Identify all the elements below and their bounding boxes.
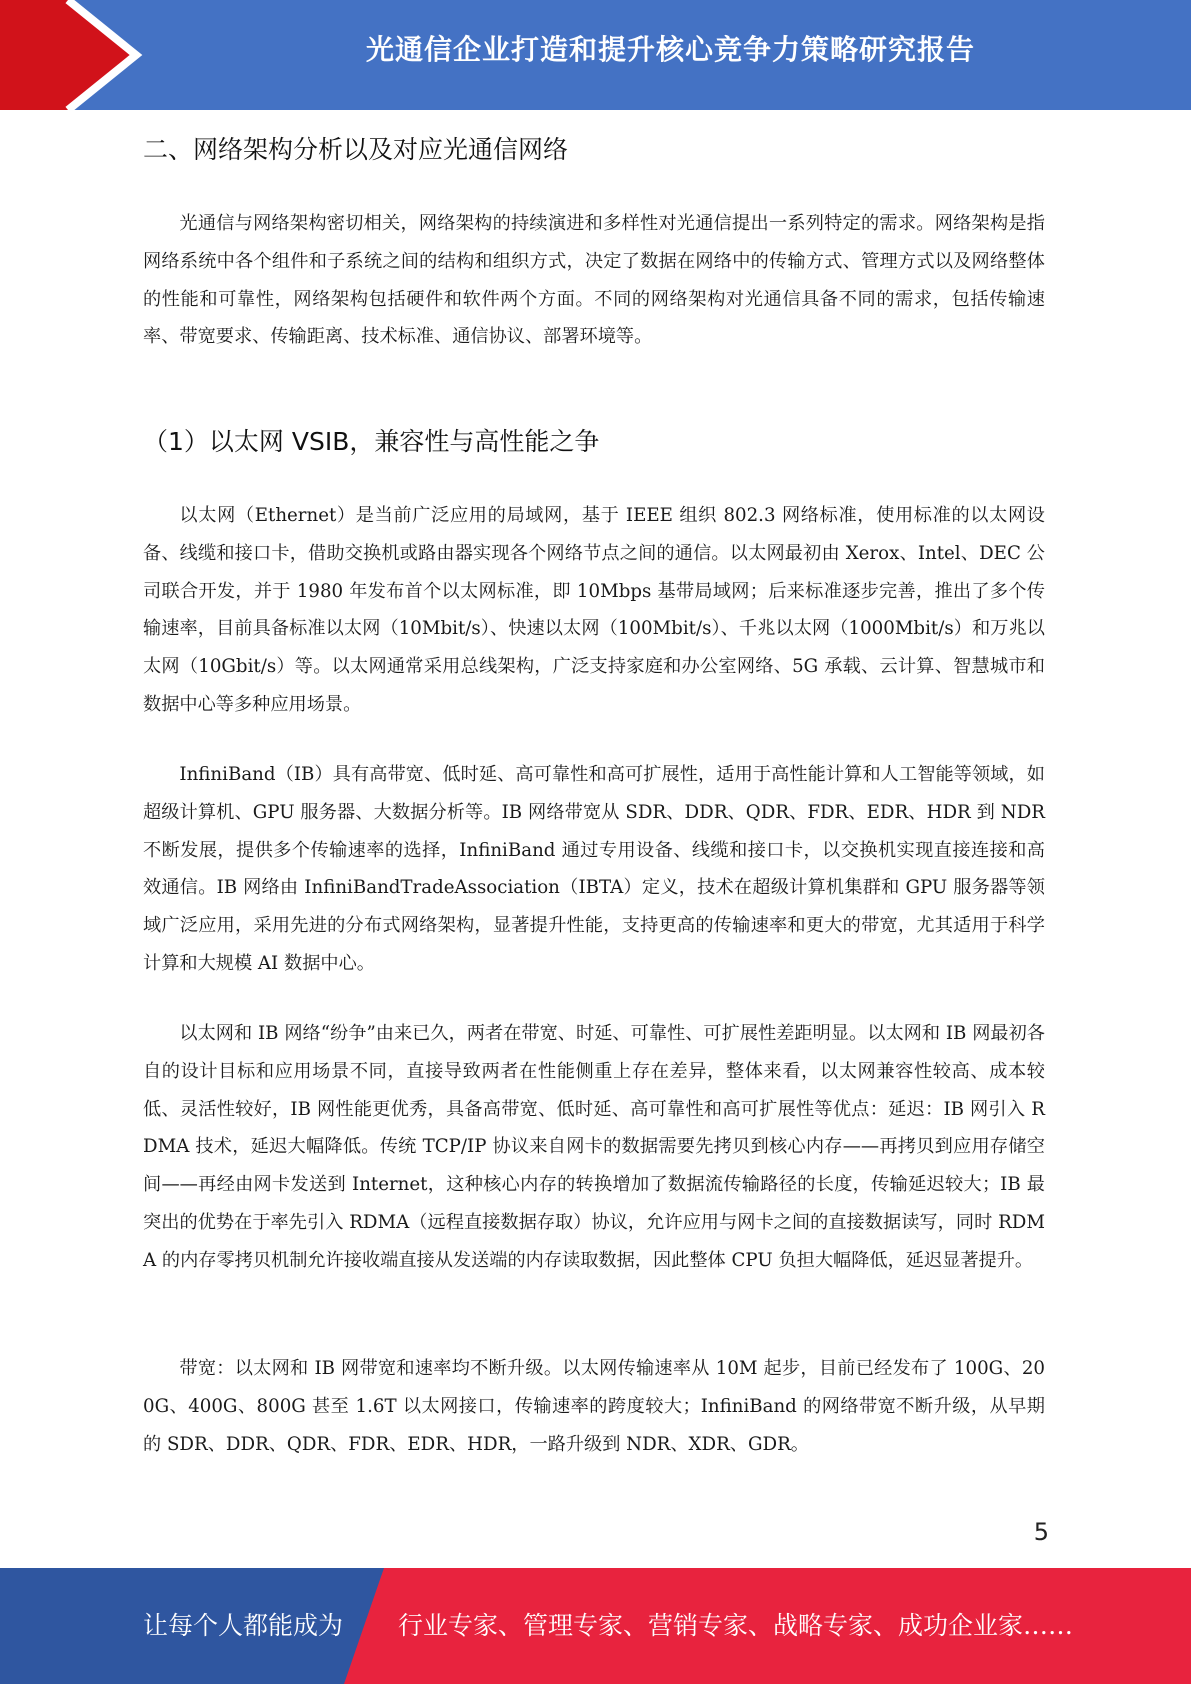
report-title: 光通信企业打造和提升核心竞争力策略研究报告 — [365, 33, 975, 66]
chevron-arrow-icon — [0, 0, 150, 110]
footer-slogan-left: 让每个人都能成为 — [143, 1611, 344, 1640]
comparison-paragraph: 以太网和 IB 网络“纷争”由来已久，两者在带宽、时延、可靠性、可扩展性差距明显。以太网和 IB 网最初各自的设计目标和应用场景不同，直接导致两者在性能侧重上存在差异，整体来看，以太网兼容性较高、成本较低、灵活性较好，IB 网性能更优秀，具备高带宽、低时延、高可靠性和高可扩展性等优点：延迟：IB 网引入 RDMA 技术，延迟大幅降低。传统 TCP/IP 协议来自网卡的数据需要先拷贝到核心内存——再拷贝到应用存储空间——再经由网卡发送到 Internet，这种核心内存的转换增加了数据流传输路径的长度，传输延迟较大；IB 最突出的优势在于率先引入 RDMA（远程直接数据存取）协议，允许应用与网卡之间的直接数据读写，同时 RDMA 的内存零拷贝机制允许接收端直接从发送端的内存读取数据，因此整体 CPU 负担大幅降低，延迟显著提升。 — [143, 1023, 1045, 1271]
page-number: 5 — [1033, 1518, 1049, 1546]
header-banner — [0, 0, 1191, 110]
ethernet-paragraph: 以太网（Ethernet）是当前广泛应用的局域网，基于 IEEE 组织 802.3 网络标准，使用标准的以太网设备、线缆和接口卡，借助交换机或路由器实现各个网络节点之间的通信。以太网最初由 Xerox、Intel、DEC 公司联合开发，并于 1980 年发布首个以太网标准，即 10Mbps 基带局域网；后来标准逐步完善，推出了多个传输速率，目前具备标准以太网（10Mbit/s）、快速以太网（100Mbit/s）、千兆以太网（1000Mbit/s）和万兆以太网（10Gbit/s）等。以太网通常采用总线架构，广泛支持家庭和办公室网络、5G 承载、云计算、智慧城市和数据中心等多种应用场景。 — [143, 505, 1045, 715]
footer-banner — [0, 1568, 1191, 1684]
infiniband-paragraph: InfiniBand（IB）具有高带宽、低时延、高可靠性和高可扩展性，适用于高性能计算和人工智能等领域，如超级计算机、GPU 服务器、大数据分析等。IB 网络带宽从 SDR、DDR、QDR、FDR、EDR、HDR 到 NDR 不断发展，提供多个传输速率的选择，InfiniBand 通过专用设备、线缆和接口卡，以交换机实现直接连接和高效通信。IB 网络由 InfiniBandTradeAssociation（IBTA）定义，技术在超级计算机集群和 GPU 服务器等领域广泛应用，采用先进的分布式网络架构，显著提升性能，支持更高的传输速率和更大的带宽，尤其适用于科学计算和大规模 AI 数据中心。 — [143, 764, 1045, 974]
section-heading: 二、网络架构分析以及对应光通信网络 — [143, 135, 569, 164]
bandwidth-paragraph: 带宽：以太网和 IB 网带宽和速率均不断升级。以太网传输速率从 10M 起步，目前已经发布了 100G、200G、400G、800G 甚至 1.6T 以太网接口，传输速率的跨度较大；InfiniBand 的网络带宽不断升级，从早期的 SDR、DDR、QDR、FDR、EDR、HDR，一路升级到 NDR、XDR、GDR。 — [143, 1358, 1045, 1455]
intro-paragraph: 光通信与网络架构密切相关，网络架构的持续演进和多样性对光通信提出一系列特定的需求。网络架构是指网络系统中各个组件和子系统之间的结构和组织方式，决定了数据在网络中的传输方式、管理方式以及网络整体的性能和可靠性，网络架构包括硬件和软件两个方面。不同的网络架构对光通信具备不同的需求，包括传输速率、带宽要求、传输距离、技术标准、通信协议、部署环境等。 — [143, 213, 1045, 348]
footer-slogan-right: 行业专家、管理专家、营销专家、战略专家、成功企业家…… — [398, 1611, 1074, 1640]
subsection-heading: （1）以太网 VSIB，兼容性与高性能之争 — [143, 427, 600, 456]
